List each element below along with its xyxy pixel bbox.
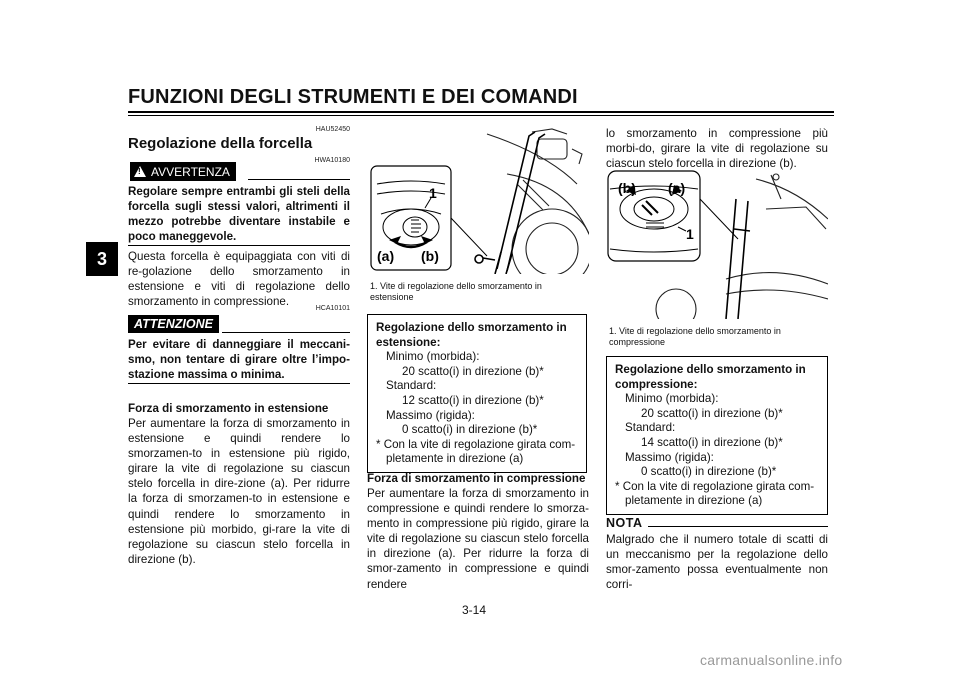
fork-rebound-figure [367,124,589,274]
section-title: Regolazione della forcella [128,135,313,152]
spec-note: * Con la vite di regolazione girata com-pletamente in direzione (a) [376,437,576,466]
caution-text: Per evitare di danneggiare il meccani-smo, non tentare di girare oltre l’impo-stazione massima o minima. [128,338,350,382]
spec-max-value: 0 scatto(i) in direzione (b)* [402,423,538,437]
figure-callout-b: (b) [421,248,439,264]
fork-compression-figure [606,169,828,319]
doc-code: HCA10101 [315,305,350,312]
figure-caption: 1. Vite di regolazione dello smorzamento in estensione [370,281,542,302]
warning-rule [248,179,350,180]
doc-code: HWA10180 [314,157,350,164]
page-header-title: FUNZIONI DEGLI STRUMENTI E DEI COMANDI [128,86,578,108]
spec-std-label: Standard: [625,421,676,435]
spec-max-label: Massimo (rigida): [386,408,475,422]
header-rule [128,111,834,113]
intro-paragraph: Questa forcella è equipaggiata con viti di re-golazione dello smorzamento in estensione e viti di regolazione dello smorzamento in compressione. [128,250,350,309]
spec-note: * Con la vite di regolazione girata com-pletamente in direzione (a) [615,479,815,508]
spec-min-label: Minimo (morbida): [625,392,719,406]
header-rule-thin [128,115,834,116]
spec-max-label: Massimo (rigida): [625,450,714,464]
rebound-paragraph: Per aumentare la forza di smorzamento in estensione e quindi rendere lo smorzamen-to in estensione più rigido, girare la vite di regolazione su ciascun stelo forcella in dire-zione (a). Per ridurre la forza di smorzamen-to in estensione e quindi rendere lo smorzamento in estensione più morbido, gi-rare la vite di regolazione su ciascun stelo forcella in direzione (b). [128,417,350,566]
subsection-title: Forza di smorzamento in estensione [128,402,329,415]
figure-caption: 1. Vite di regolazione dello smorzamento in compressione [609,326,781,347]
warning-label: AVVERTENZA [151,164,230,179]
nota-paragraph: Malgrado che il numero totale di scatti di un meccanismo per la regolazione dello smor-zamento possa eventualmente non corri- [606,533,828,592]
spec-min-value: 20 scatto(i) in direzione (b)* [641,406,783,420]
spec-title: Regolazione dello smorzamento in estensione: [376,321,567,349]
figure-callout-1: 1 [686,226,694,242]
figure-callout-b: (b) [618,180,636,196]
page-number: 3-14 [462,603,487,617]
warning-icon [134,166,146,177]
doc-code: HAU52450 [315,126,350,133]
chapter-tab: 3 [86,242,118,276]
watermark: carmanualsonline.info [700,652,843,668]
warning-label-box [130,162,236,181]
figure-callout-a: (a) [668,180,686,196]
rebound-spec-box [367,314,587,473]
warning-text: Regolare sempre entrambi gli steli della forcella sugli stessi valori, altrimenti il mezzo potrebbe diventare instabile e poco maneggevole. [128,185,350,244]
warning-end-rule [128,245,350,246]
spec-std-value: 14 scatto(i) in direzione (b)* [641,435,783,449]
compression-paragraph-cont: lo smorzamento in compressione più morbi-do, girare la vite di regolazione su ciascun stelo forcella in direzione (b). [606,127,828,171]
compression-paragraph: Per aumentare la forza di smorzamento in compressione e quindi rendere lo smorza-mento in compressione più rigido, girare la vite di regolazione su ciascun stelo forcella in direzione (a). Per ridurre la forza di smor-zamento in compressione e quindi rendere [367,487,589,591]
figure-callout-1: 1 [429,185,437,201]
subsection-title: Forza di smorzamento in compressione [367,472,586,485]
spec-std-label: Standard: [386,379,437,393]
spec-max-value: 0 scatto(i) in direzione (b)* [641,465,777,479]
caution-rule [222,332,350,333]
nota-rule [648,526,828,527]
nota-label: NOTA [606,516,643,530]
caution-label: ATTENZIONE [128,315,219,333]
spec-min-label: Minimo (morbida): [386,350,480,364]
figure-callout-a: (a) [377,248,395,264]
spec-min-value: 20 scatto(i) in direzione (b)* [402,364,544,378]
spec-title: Regolazione dello smorzamento in compressione: [615,363,806,391]
spec-std-value: 12 scatto(i) in direzione (b)* [402,393,544,407]
compression-spec-box [606,356,828,515]
caution-end-rule [128,383,350,384]
